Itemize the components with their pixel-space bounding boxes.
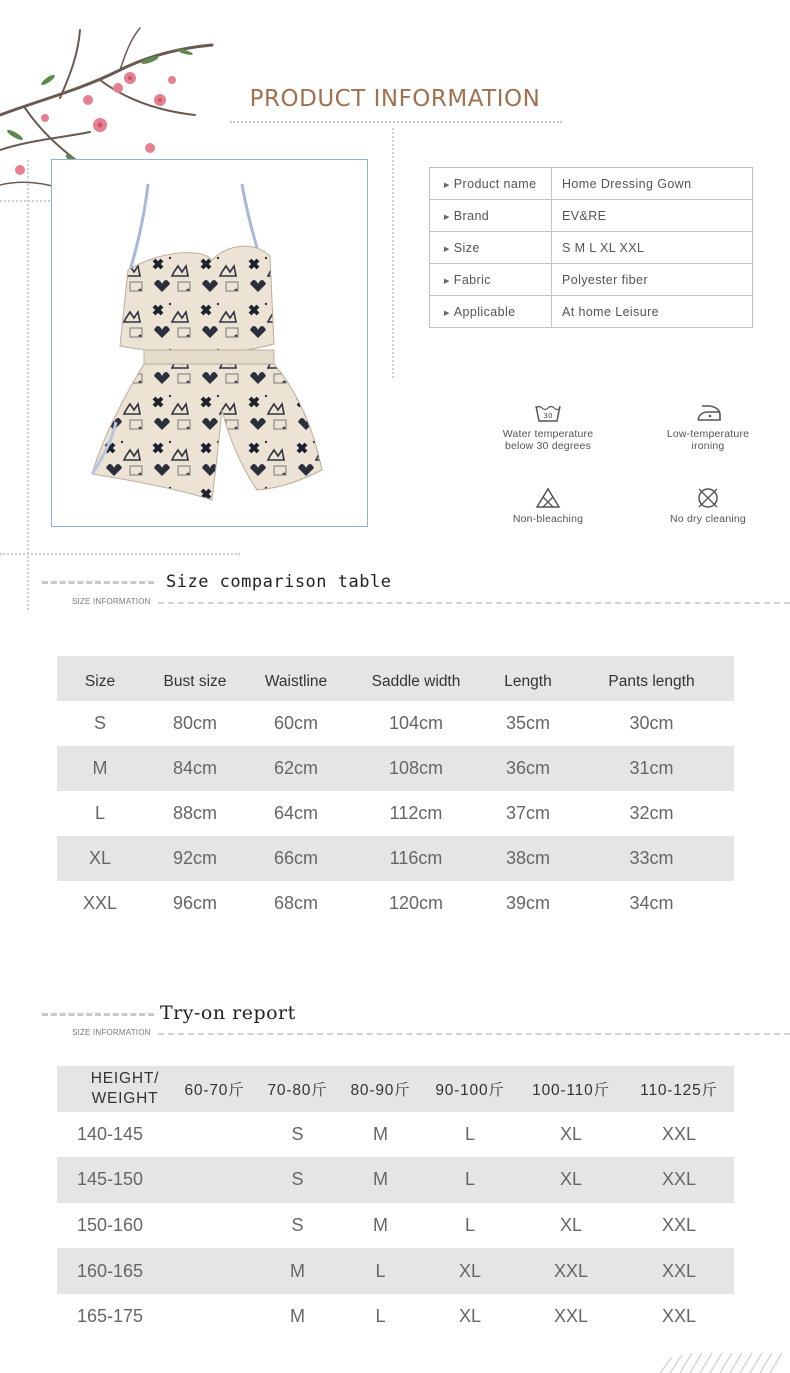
info-label: ▶ Size <box>430 232 552 264</box>
table-cell: 68cm <box>273 893 318 913</box>
page-title: PRODUCT INFORMATION <box>249 86 541 112</box>
section-dash-decoration <box>42 1013 154 1016</box>
size-section-subtitle: SIZE INFORMATION <box>72 597 151 606</box>
care-non-bleaching <box>488 487 608 525</box>
table-cell: M <box>92 758 108 778</box>
table-cell: XL <box>458 1260 482 1281</box>
info-value: Polyester fiber <box>552 264 753 296</box>
table-cell: S <box>291 1169 304 1190</box>
table-row <box>57 1112 734 1158</box>
column-header: Saddle width <box>371 672 461 690</box>
height-cell: 145-150 <box>77 1169 144 1190</box>
height-weight-header <box>57 1066 173 1112</box>
table-cell <box>173 1157 256 1203</box>
dotted-divider <box>27 160 29 610</box>
table-cell: 60cm <box>273 713 318 733</box>
title-underline <box>230 121 562 123</box>
table-cell: XXL <box>661 1260 697 1281</box>
table-header-row <box>57 656 734 701</box>
wash-30-icon <box>534 402 562 424</box>
table-cell: XXL <box>553 1306 589 1327</box>
table-cell: 30cm <box>629 713 674 733</box>
dotted-divider <box>0 553 240 555</box>
table-cell: 32cm <box>629 803 674 823</box>
tryon-section-subtitle: SIZE INFORMATION <box>72 1028 151 1037</box>
table-cell: XL <box>88 848 112 868</box>
table-cell: 39cm <box>505 893 550 913</box>
dotted-divider <box>0 200 50 202</box>
header-line: WEIGHT <box>91 1089 159 1107</box>
product-info-table <box>429 167 753 328</box>
info-row <box>430 232 753 264</box>
table-cell: XXL <box>661 1123 697 1144</box>
info-label: ▶ Brand <box>430 200 552 232</box>
info-row <box>430 168 753 200</box>
table-header-row <box>57 1066 734 1112</box>
wash-temp-label: 30 <box>543 412 553 420</box>
table-cell: 62cm <box>273 758 318 778</box>
info-label: ▶ Applicable <box>430 296 552 328</box>
care-label: Water temperature <box>502 428 594 440</box>
care-label: No dry cleaning <box>670 513 746 525</box>
table-row <box>57 791 734 836</box>
product-photo <box>51 159 368 527</box>
info-row <box>430 200 753 232</box>
table-row <box>57 746 734 791</box>
no-dry-clean-icon <box>695 487 721 509</box>
size-section-title: Size comparison table <box>166 572 392 592</box>
table-cell: 33cm <box>629 848 674 868</box>
pajama-set-image <box>52 160 369 528</box>
table-cell <box>173 1203 256 1249</box>
table-cell: 31cm <box>629 758 674 778</box>
table-row <box>57 836 734 881</box>
table-row <box>57 1157 734 1203</box>
corner-hatch-decoration <box>650 1351 790 1373</box>
column-header: Length <box>504 672 552 690</box>
column-header: 80-90斤 <box>350 1081 411 1099</box>
info-value: At home Leisure <box>552 296 753 328</box>
table-cell: S <box>291 1123 304 1144</box>
column-header: Pants length <box>608 672 695 690</box>
tryon-section-title: Try-on report <box>160 1002 296 1024</box>
table-cell: 66cm <box>273 848 318 868</box>
section-dash-line <box>158 602 790 604</box>
height-cell: 150-160 <box>77 1215 144 1236</box>
table-cell <box>173 1112 256 1158</box>
iron-icon <box>694 402 722 424</box>
table-cell: XXL <box>661 1215 697 1236</box>
table-cell: L <box>94 803 105 823</box>
table-cell: XXL <box>661 1169 697 1190</box>
info-label: ▶ Product name <box>430 168 552 200</box>
table-cell: 92cm <box>172 848 217 868</box>
column-header: Waistline <box>264 672 328 690</box>
table-cell: 37cm <box>505 803 550 823</box>
care-low-ironing <box>648 402 768 452</box>
care-label: Non-bleaching <box>512 513 584 525</box>
table-row <box>57 1248 734 1294</box>
care-label: ironing <box>691 440 725 452</box>
table-row <box>57 881 734 926</box>
table-cell <box>173 1294 256 1340</box>
table-cell: 36cm <box>505 758 550 778</box>
height-cell: 165-175 <box>77 1306 144 1327</box>
table-cell: XXL <box>553 1260 589 1281</box>
table-cell: 84cm <box>172 758 217 778</box>
table-cell: S <box>93 713 106 733</box>
table-cell: XXL <box>82 893 118 913</box>
section-dash-line <box>158 1033 790 1035</box>
column-header: Size <box>84 672 116 690</box>
column-header: 110-125斤 <box>640 1081 718 1099</box>
no-bleach-icon <box>535 487 561 509</box>
table-cell: 35cm <box>505 713 550 733</box>
table-cell: XL <box>559 1215 583 1236</box>
column-header: 60-70斤 <box>184 1081 245 1099</box>
table-cell: 88cm <box>172 803 217 823</box>
column-header: 100-110斤 <box>532 1081 610 1099</box>
table-cell: M <box>373 1169 388 1190</box>
dotted-divider <box>392 128 394 378</box>
header-line: HEIGHT/ <box>90 1069 160 1087</box>
info-value: Home Dressing Gown <box>552 168 753 200</box>
table-cell: S <box>291 1215 304 1236</box>
section-dash-decoration <box>42 581 154 584</box>
table-cell: 116cm <box>389 848 443 868</box>
column-header: 90-100斤 <box>435 1081 505 1099</box>
care-label: below 30 degrees <box>504 440 592 452</box>
table-cell: L <box>375 1260 386 1281</box>
table-cell: 96cm <box>172 893 217 913</box>
table-cell: L <box>464 1169 475 1190</box>
info-row <box>430 296 753 328</box>
care-label: Low-temperature <box>666 428 750 440</box>
table-cell: 112cm <box>389 803 443 823</box>
table-cell: 80cm <box>172 713 217 733</box>
height-cell: 160-165 <box>77 1260 144 1281</box>
table-cell: XL <box>458 1306 482 1327</box>
table-cell: M <box>290 1260 305 1281</box>
table-cell: 34cm <box>629 893 674 913</box>
table-cell: M <box>373 1123 388 1144</box>
info-value: S M L XL XXL <box>552 232 753 264</box>
table-cell: M <box>290 1306 305 1327</box>
table-cell <box>173 1248 256 1294</box>
table-cell: 38cm <box>505 848 550 868</box>
care-water-temperature <box>488 402 608 452</box>
column-header: 70-80斤 <box>267 1081 328 1099</box>
table-cell: 108cm <box>388 758 444 778</box>
table-cell: XL <box>559 1123 583 1144</box>
table-cell: 64cm <box>273 803 318 823</box>
tryon-report-table <box>57 1066 734 1340</box>
table-cell: M <box>373 1215 388 1236</box>
height-cell: 140-145 <box>77 1123 144 1144</box>
table-row <box>57 1294 734 1340</box>
column-header: Bust size <box>163 672 227 690</box>
table-cell: 104cm <box>388 713 444 733</box>
table-cell: L <box>464 1123 475 1144</box>
table-cell: L <box>464 1215 475 1236</box>
size-comparison-table <box>57 656 734 926</box>
care-no-dry-cleaning <box>648 487 768 525</box>
table-cell: XXL <box>661 1306 697 1327</box>
table-row <box>57 701 734 746</box>
table-cell: 120cm <box>388 893 444 913</box>
info-row <box>430 264 753 296</box>
table-row <box>57 1203 734 1249</box>
table-cell: XL <box>559 1169 583 1190</box>
info-value: EV&RE <box>552 200 753 232</box>
table-cell: L <box>375 1306 386 1327</box>
info-label: ▶ Fabric <box>430 264 552 296</box>
